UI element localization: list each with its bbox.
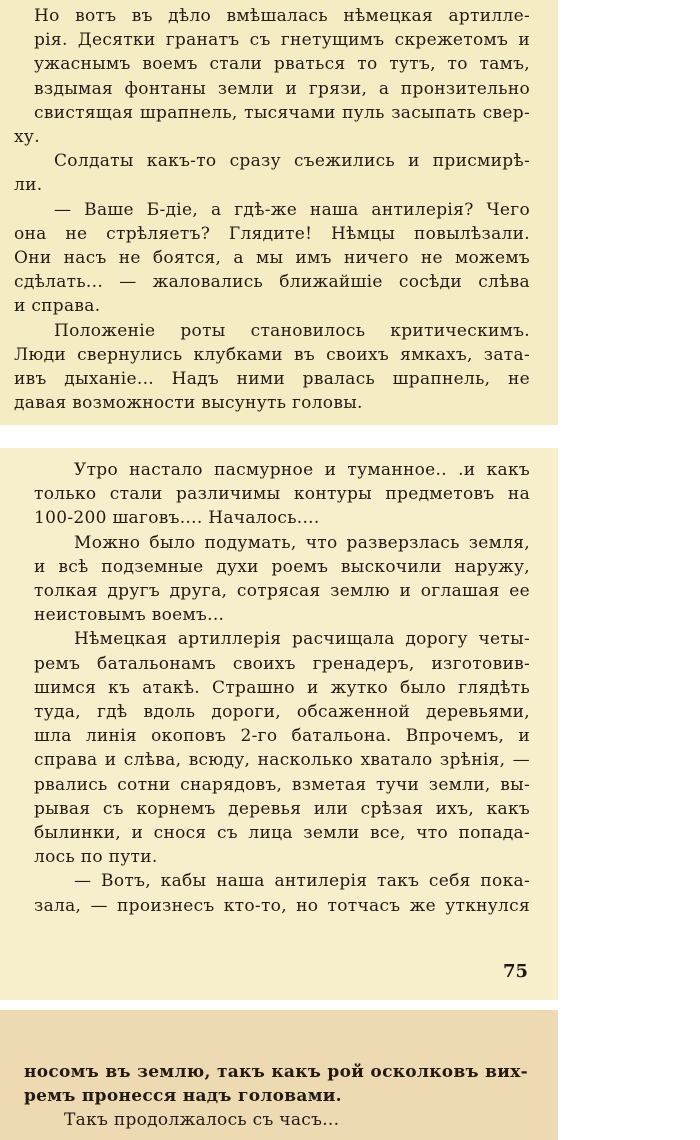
text-line: неистовымъ воемъ... [34,605,225,626]
text-line: 100-200 шаговъ.... Началось.... [34,508,320,529]
page-fragment-middle [0,448,558,1000]
paragraph [14,198,530,319]
text-line: былинки, и снося съ лица земли все, что попада- [34,823,530,844]
text-line: Такъ продолжалось съ часъ... [64,1110,340,1131]
text-line: давая возможности высунуть головы. [14,393,363,414]
page-fragment-top [0,0,558,425]
paragraph [24,1108,528,1132]
text-line: Можно было подумать, что разверзлась земля, [74,532,530,553]
paragraph [14,4,530,149]
text-line: рія. Десятки гранатъ съ гнетущимъ скрежетомъ и [34,30,530,51]
text-line: ивъ дыханіе... Надъ ними рвалась шрапнель, не [14,369,530,390]
text-line: свистящая шрапнель, тысячами пуль засыпать свер- [34,102,530,123]
text-line: только стали различимы контуры предметовъ на [34,484,530,505]
text-line: зала, — произнесъ кто-то, но тотчасъ же уткнулся [34,895,530,916]
text-line: рвались сотни снарядовъ, взметая тучи земли, вы- [34,774,530,795]
text-line: и всѣ подземные духи роемъ выскочили наружу, [34,556,530,577]
text-line: сдѣлать... — жаловались ближайшіе сосѣди слѣва [14,272,530,293]
text-line: — Ваше Б-діе, а гдѣ-же наша антилерія? Чего [54,199,530,220]
text-line: туда, гдѣ вдоль дороги, обсаженной деревьями, [34,702,530,723]
text-line: ремъ пронесся надъ головами. [24,1086,342,1107]
page-fragment-bottom [0,1010,558,1140]
text-line: рывая съ корнемъ деревья или срѣзая ихъ, какъ [34,798,530,819]
text-line: лось по пути. [34,847,158,868]
text-line: — Вотъ, кабы наша антилерія такъ себя пока- [74,871,530,892]
text-line: Но вотъ въ дѣло вмѣшалась нѣмецкая артилле- [34,6,530,26]
text-line: Люди свернулись клубками въ своихъ ямкахъ, зата- [14,344,530,365]
paragraph [34,869,530,917]
text-line: Нѣмецкая артиллерія расчищала дорогу четы- [74,629,530,650]
text-line: Положеніе роты становилось критическимъ. [54,320,530,341]
text-line: справа и слѣва, всюду, насколько хватало зрѣнія, — [34,750,530,771]
text-line: ху. [14,127,40,148]
text-line: Утро настало пасмурное и туманное.. .и какъ [74,460,530,480]
text-line: шла линія окоповъ 2-го батальона. Впрочемъ, и [34,726,530,747]
paragraph [34,458,530,531]
paragraph [24,1060,528,1108]
paragraph [34,627,530,869]
text-line: шимся къ атакѣ. Страшно и жутко было глядѣть [34,677,530,698]
text-line: вздымая фонтаны земли и грязи, а пронзительно [34,78,530,99]
paragraph [14,319,530,416]
text-line: Они насъ не боятся, а мы имъ ничего не можемъ [14,248,530,269]
text-line: Солдаты какъ-то сразу съежились и присмирѣ- [54,151,530,172]
text-line: носомъ въ землю, такъ какъ рой осколковъ вих- [24,1062,528,1082]
paragraph [14,149,530,197]
text-line: ужаснымъ воемъ стали рваться то тутъ, то тамъ, [34,54,530,75]
page-number: 75 [502,961,528,982]
text-line: ли. [14,175,43,196]
paragraph [34,531,530,628]
text-line: ремъ батальонамъ своихъ гренадеръ, изготовив- [34,653,530,674]
text-line: и справа. [14,296,101,317]
text-line: она не стрѣляетъ? Глядите! Нѣмцы повылѣзали. [14,223,530,244]
scan-gap [0,425,558,448]
text-line: толкая другъ друга, сотрясая землю и оглашая ее [34,581,530,602]
